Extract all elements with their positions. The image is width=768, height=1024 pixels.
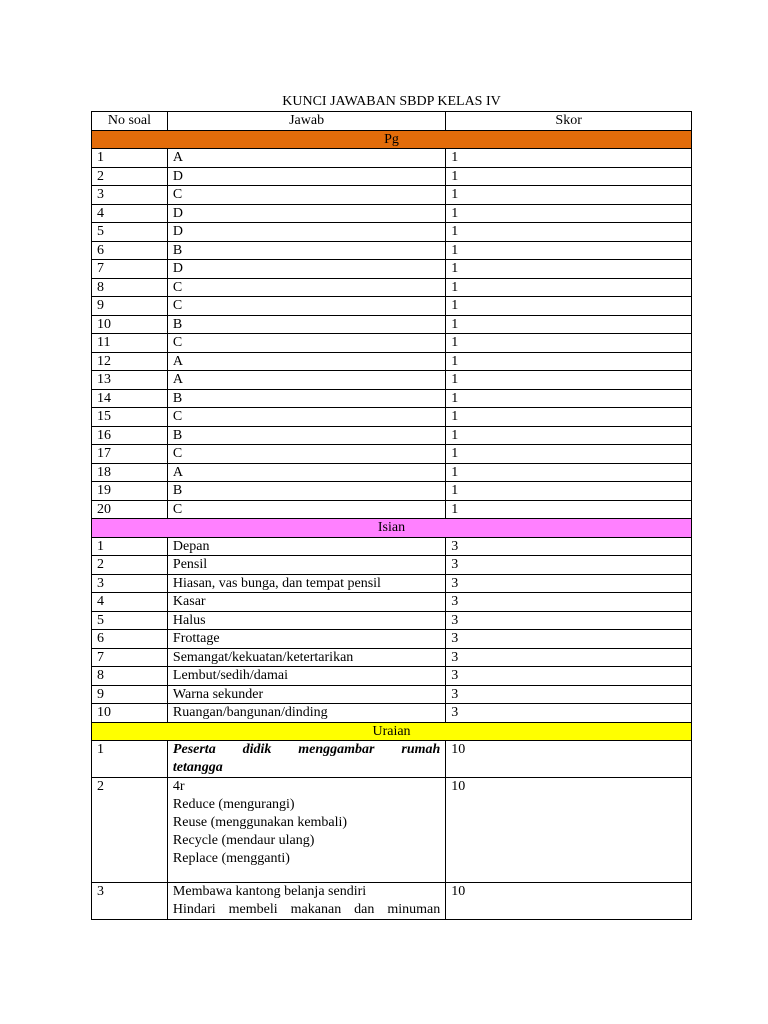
cell-skor: 1 — [446, 260, 692, 279]
answer-line: Membawa kantong belanja sendiri — [172, 884, 367, 899]
answer-line: Replace (mengganti) — [172, 851, 290, 866]
cell-no: 2 — [92, 167, 168, 186]
table-row — [92, 741, 692, 778]
table-row — [92, 389, 692, 408]
section-row-pg — [92, 130, 692, 149]
table-row — [92, 278, 692, 297]
table-row — [92, 297, 692, 316]
table-row — [92, 260, 692, 279]
cell-skor: 1 — [446, 463, 692, 482]
table-body — [92, 130, 692, 920]
table-row — [92, 149, 692, 168]
cell-no: 5 — [92, 223, 168, 242]
cell-skor: 1 — [446, 278, 692, 297]
table-row — [92, 408, 692, 427]
cell-skor: 3 — [446, 537, 692, 556]
answer-line — [173, 741, 440, 759]
cell-no: 9 — [92, 297, 168, 316]
document-title: KUNCI JAWABAN SBDP KELAS IV — [282, 94, 501, 109]
cell-jawab: C — [167, 408, 445, 427]
table-row — [92, 883, 692, 920]
cell-jawab: C — [167, 186, 445, 205]
cell-skor: 1 — [446, 241, 692, 260]
cell-no: 3 — [92, 883, 168, 920]
cell-jawab: C — [167, 445, 445, 464]
cell-no: 12 — [92, 352, 168, 371]
table-row — [92, 315, 692, 334]
cell-skor: 10 — [446, 741, 692, 778]
cell-no: 9 — [92, 685, 168, 704]
cell-jawab: Ruangan/bangunan/dinding — [167, 704, 445, 723]
section-row-uraian — [92, 722, 692, 741]
cell-skor: 10 — [446, 883, 692, 920]
cell-no: 20 — [92, 500, 168, 519]
cell-jawab: Depan — [167, 537, 445, 556]
table-header-row — [92, 112, 692, 131]
cell-no: 3 — [92, 186, 168, 205]
cell-jawab: D — [167, 167, 445, 186]
cell-no: 5 — [92, 611, 168, 630]
answer-word: Peserta — [172, 742, 216, 757]
cell-no: 6 — [92, 241, 168, 260]
cell-skor: 1 — [446, 204, 692, 223]
table-row — [92, 352, 692, 371]
table-row — [92, 334, 692, 353]
answer-line: Recycle (mendaur ulang) — [172, 833, 315, 848]
cell-no: 7 — [92, 260, 168, 279]
cell-jawab: Lembut/sedih/damai — [167, 667, 445, 686]
cell-no: 11 — [92, 334, 168, 353]
header-jawab: Jawab — [167, 112, 445, 131]
cell-no: 13 — [92, 371, 168, 390]
table-row — [92, 667, 692, 686]
cell-skor: 1 — [446, 297, 692, 316]
cell-skor: 1 — [446, 445, 692, 464]
cell-jawab: B — [167, 389, 445, 408]
answer-line — [173, 901, 440, 919]
table-row — [92, 630, 692, 649]
table-row — [92, 167, 692, 186]
cell-no: 2 — [92, 556, 168, 575]
answer-word: Hindari — [172, 902, 216, 917]
table-row — [92, 648, 692, 667]
cell-no: 4 — [92, 593, 168, 612]
cell-jawab: Kasar — [167, 593, 445, 612]
table-row — [92, 537, 692, 556]
cell-no: 8 — [92, 667, 168, 686]
cell-jawab: B — [167, 315, 445, 334]
table-row — [92, 482, 692, 501]
cell-no: 17 — [92, 445, 168, 464]
table-row — [92, 500, 692, 519]
cell-skor: 1 — [446, 389, 692, 408]
section-label-uraian: Uraian — [92, 722, 692, 741]
cell-skor: 3 — [446, 630, 692, 649]
answer-word: dan — [354, 902, 375, 917]
cell-skor: 3 — [446, 704, 692, 723]
cell-no: 2 — [92, 778, 168, 883]
table-row — [92, 574, 692, 593]
cell-jawab — [167, 778, 445, 883]
cell-jawab: C — [167, 278, 445, 297]
cell-jawab: Halus — [167, 611, 445, 630]
answer-line: tetangga — [172, 760, 223, 775]
cell-jawab: Hiasan, vas bunga, dan tempat pensil — [167, 574, 445, 593]
cell-skor: 3 — [446, 685, 692, 704]
section-label-isian: Isian — [92, 519, 692, 538]
cell-no: 7 — [92, 648, 168, 667]
cell-no: 15 — [92, 408, 168, 427]
cell-jawab: D — [167, 260, 445, 279]
cell-skor: 3 — [446, 648, 692, 667]
answer-word: makanan — [290, 902, 342, 917]
cell-skor: 3 — [446, 611, 692, 630]
cell-skor: 1 — [446, 371, 692, 390]
header-skor: Skor — [446, 112, 692, 131]
cell-skor: 1 — [446, 186, 692, 205]
cell-no: 4 — [92, 204, 168, 223]
answer-word: rumah — [401, 742, 441, 757]
cell-jawab: Pensil — [167, 556, 445, 575]
cell-jawab: C — [167, 297, 445, 316]
answer-word: didik — [242, 742, 272, 757]
cell-jawab: C — [167, 334, 445, 353]
table-row — [92, 556, 692, 575]
cell-skor: 1 — [446, 334, 692, 353]
cell-skor: 1 — [446, 482, 692, 501]
cell-skor: 1 — [446, 352, 692, 371]
cell-jawab: A — [167, 463, 445, 482]
answer-line: Reuse (menggunakan kembali) — [172, 815, 348, 830]
table-row — [92, 371, 692, 390]
cell-skor: 1 — [446, 315, 692, 334]
header-no-soal: No soal — [92, 112, 168, 131]
cell-skor: 3 — [446, 556, 692, 575]
cell-jawab: B — [167, 426, 445, 445]
table-row — [92, 704, 692, 723]
table-row — [92, 186, 692, 205]
cell-no: 14 — [92, 389, 168, 408]
cell-jawab — [167, 741, 445, 778]
cell-skor: 3 — [446, 574, 692, 593]
cell-no: 3 — [92, 574, 168, 593]
cell-no: 1 — [92, 149, 168, 168]
cell-no: 16 — [92, 426, 168, 445]
cell-no: 18 — [92, 463, 168, 482]
table-row — [92, 204, 692, 223]
answer-key-table — [91, 111, 692, 920]
table-row — [92, 445, 692, 464]
cell-jawab: B — [167, 482, 445, 501]
cell-skor: 1 — [446, 426, 692, 445]
cell-no: 10 — [92, 704, 168, 723]
table-row — [92, 593, 692, 612]
table-row — [92, 426, 692, 445]
cell-jawab: D — [167, 223, 445, 242]
cell-skor: 1 — [446, 408, 692, 427]
table-row — [92, 241, 692, 260]
cell-no: 1 — [92, 741, 168, 778]
section-label-pg: Pg — [92, 130, 692, 149]
cell-jawab: A — [167, 149, 445, 168]
answer-word: membeli — [228, 902, 278, 917]
table-row — [92, 463, 692, 482]
cell-no: 1 — [92, 537, 168, 556]
cell-jawab: C — [167, 500, 445, 519]
cell-jawab: D — [167, 204, 445, 223]
answer-line: Reduce (mengurangi) — [172, 797, 295, 812]
cell-skor: 3 — [446, 593, 692, 612]
answer-line: 4r — [172, 779, 185, 794]
cell-skor: 1 — [446, 500, 692, 519]
cell-jawab: A — [167, 352, 445, 371]
table-row — [92, 223, 692, 242]
cell-jawab — [167, 883, 445, 920]
cell-jawab: B — [167, 241, 445, 260]
cell-skor: 1 — [446, 149, 692, 168]
cell-no: 10 — [92, 315, 168, 334]
answer-word: menggambar — [298, 742, 375, 757]
cell-no: 6 — [92, 630, 168, 649]
cell-skor: 1 — [446, 223, 692, 242]
cell-jawab: Warna sekunder — [167, 685, 445, 704]
cell-skor: 3 — [446, 667, 692, 686]
table-row — [92, 778, 692, 883]
table-row — [92, 611, 692, 630]
answer-word: minuman — [387, 902, 441, 917]
section-row-isian — [92, 519, 692, 538]
cell-jawab: Frottage — [167, 630, 445, 649]
cell-jawab: Semangat/kekuatan/ketertarikan — [167, 648, 445, 667]
cell-skor: 10 — [446, 778, 692, 883]
cell-no: 8 — [92, 278, 168, 297]
table-row — [92, 685, 692, 704]
cell-no: 19 — [92, 482, 168, 501]
cell-skor: 1 — [446, 167, 692, 186]
cell-jawab: A — [167, 371, 445, 390]
